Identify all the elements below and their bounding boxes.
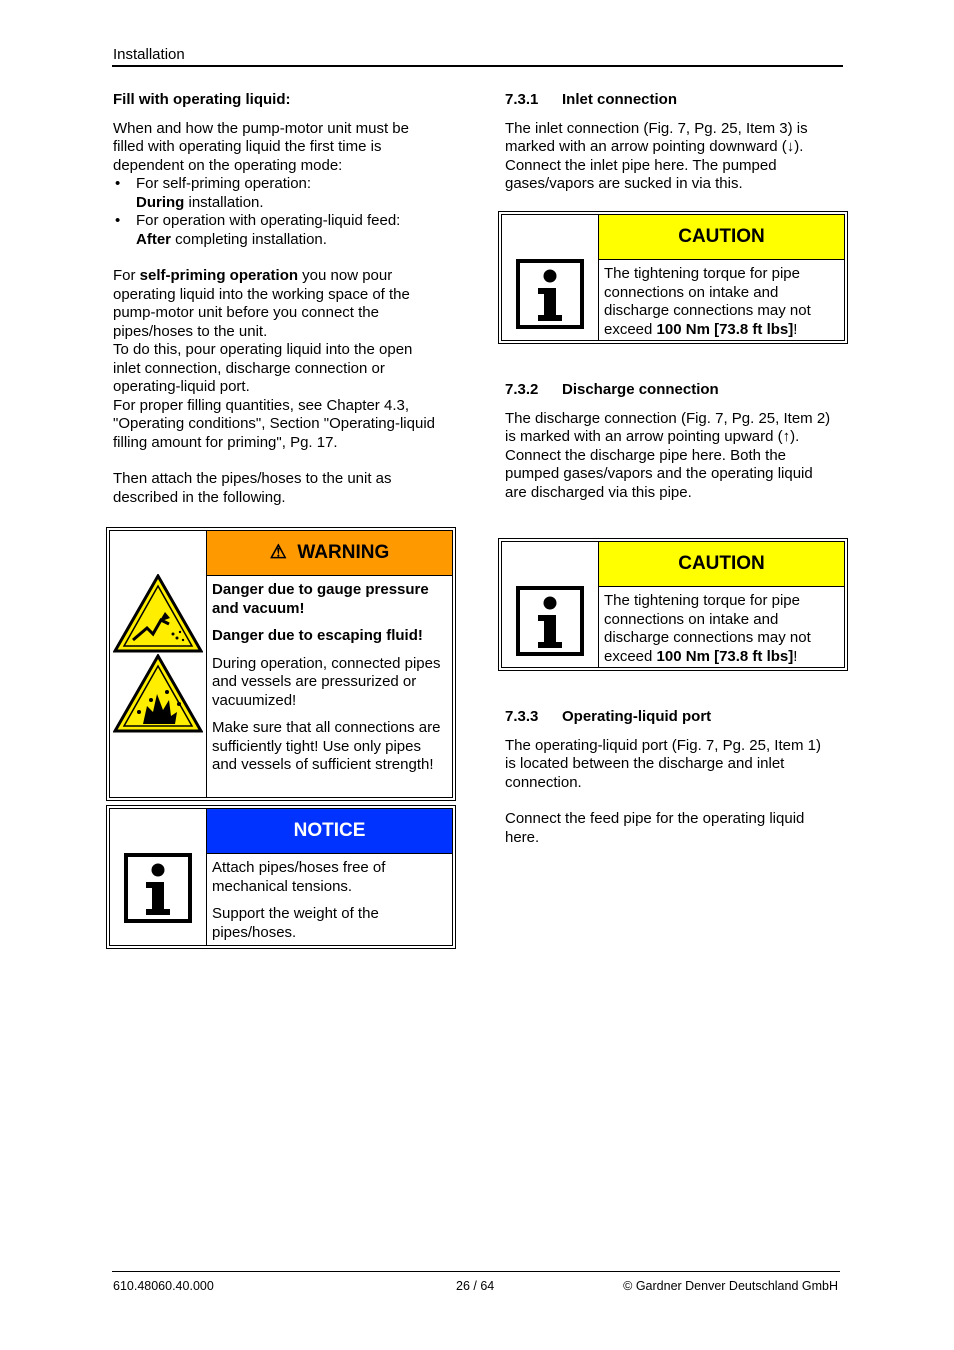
notice-line-1: Attach pipes/hoses free of mechanical tensions.	[212, 859, 386, 895]
caution-text: The tightening torque for pipe connections on intake and discharge connections may not exceed 100 Nm [73.8 ft lbs]!	[604, 265, 811, 338]
fill-intro: When and how the pump-motor unit must be filled with operating liquid the first time is dependent on the operating mode:	[113, 119, 409, 174]
section-heading: 7.3.1 Inlet connection	[505, 91, 678, 108]
warning-line-4: Make sure that all connections are sufficiently tight! Use only pipes and vessels of sufficient strength!	[212, 719, 441, 773]
section-heading: 7.3.2 Discharge connection	[505, 381, 719, 398]
warning-header	[207, 531, 452, 576]
bullet2-bold: After	[136, 230, 172, 248]
fill-heading: Fill with operating liquid:	[113, 91, 291, 108]
caution-icon-column	[502, 215, 599, 340]
notice-label: NOTICE	[293, 820, 366, 841]
doc-number: 610.48060.40.000	[113, 1279, 214, 1293]
section-7-3-2	[505, 381, 835, 502]
running-header: Installation	[113, 46, 185, 63]
section-7-3-1	[505, 91, 835, 194]
info-icon	[124, 853, 192, 923]
caution-header	[599, 542, 844, 587]
bullet2-line1: For operation with operating-liquid feed:	[136, 212, 401, 229]
section-7-3-3	[505, 708, 835, 847]
bullet2-rest: completing installation.	[171, 230, 327, 248]
notice-line-2: Support the weight of the pipes/hoses.	[212, 905, 379, 941]
explosion-hazard-icon	[113, 654, 203, 734]
notice-header	[207, 809, 452, 854]
left-column	[113, 91, 443, 507]
discharge-text-1: The discharge connection (Fig. 7, Pg. 25, Item 2) is marked with an arrow pointing upward (↑).	[505, 409, 831, 445]
self-priming-bold: self-priming operation	[139, 267, 299, 284]
bullet1-bold: During	[136, 193, 185, 211]
caution-body	[604, 592, 838, 675]
caution-icon-column	[502, 542, 599, 667]
port-text-2: Connect the feed pipe for the operating liquid here.	[505, 810, 805, 846]
bullet1-line1: For self-priming operation:	[136, 175, 312, 192]
info-icon	[516, 586, 584, 656]
page-number: 26 / 64	[456, 1279, 495, 1293]
notice-icon-column	[110, 809, 207, 945]
info-icon	[516, 259, 584, 329]
mode-list	[113, 175, 443, 249]
caution-label: CAUTION	[678, 226, 765, 247]
caution-box-discharge	[498, 538, 848, 671]
footer-rule	[112, 1271, 840, 1272]
section-heading: 7.3.3 Operating-liquid port	[505, 708, 712, 725]
caution-body	[604, 265, 838, 348]
warning-line-1: Danger due to gauge pressure and vacuum!	[212, 581, 429, 617]
caution-box-inlet	[498, 211, 848, 344]
notice-box	[106, 805, 456, 949]
warning-line-2: Danger due to escaping fluid!	[212, 627, 423, 644]
warning-box	[106, 527, 456, 801]
warning-triangle-icon: ⚠	[269, 542, 287, 563]
warning-line-3: During operation, connected pipes and vessels are pressurized or vacuumized!	[212, 654, 441, 709]
warning-label: WARNING	[297, 542, 390, 563]
inlet-text: The inlet connection (Fig. 7, Pg. 25, Item 3) is marked with an arrow pointing downward (↓). Connect the inlet pipe here. The pumped gases/vapors are sucked in via this.	[505, 119, 808, 192]
list-item	[113, 175, 443, 212]
caution-header	[599, 215, 844, 260]
attach-paragraph: Then attach the pipes/hoses to the unit as described in the following.	[113, 470, 392, 506]
header-rule	[112, 65, 843, 67]
copyright: © Gardner Denver Deutschland GmbH	[623, 1279, 838, 1293]
warning-body	[212, 581, 446, 784]
self-priming-paragraph: For self-priming operation you now pour operating liquid into the working space of the pump-motor unit before you connect the pipes/hoses to the unit.	[113, 267, 410, 340]
pressure-hazard-icon	[113, 574, 203, 654]
warning-icon-column	[110, 531, 207, 797]
list-item	[113, 212, 443, 249]
caution-label: CAUTION	[678, 553, 765, 574]
port-text-1: The operating-liquid port (Fig. 7, Pg. 25, Item 1) is located between the discharge and inlet connection.	[505, 736, 821, 791]
pour-paragraph: To do this, pour operating liquid into the open inlet connection, discharge connection or operating-liquid port.	[113, 341, 413, 395]
discharge-text-2: Connect the discharge pipe here. Both the pumped gases/vapors and the operating liquid are discharged via this pipe.	[505, 446, 813, 501]
bullet1-rest: installation.	[184, 193, 264, 211]
caution-text: The tightening torque for pipe connections on intake and discharge connections may not exceed 100 Nm [73.8 ft lbs]!	[604, 592, 811, 665]
filling-reference: For proper filling quantities, see Chapter 4.3, "Operating conditions", Section "Operating-liquid filling amount for priming", Pg. 17.	[113, 396, 435, 451]
notice-body	[212, 859, 446, 951]
